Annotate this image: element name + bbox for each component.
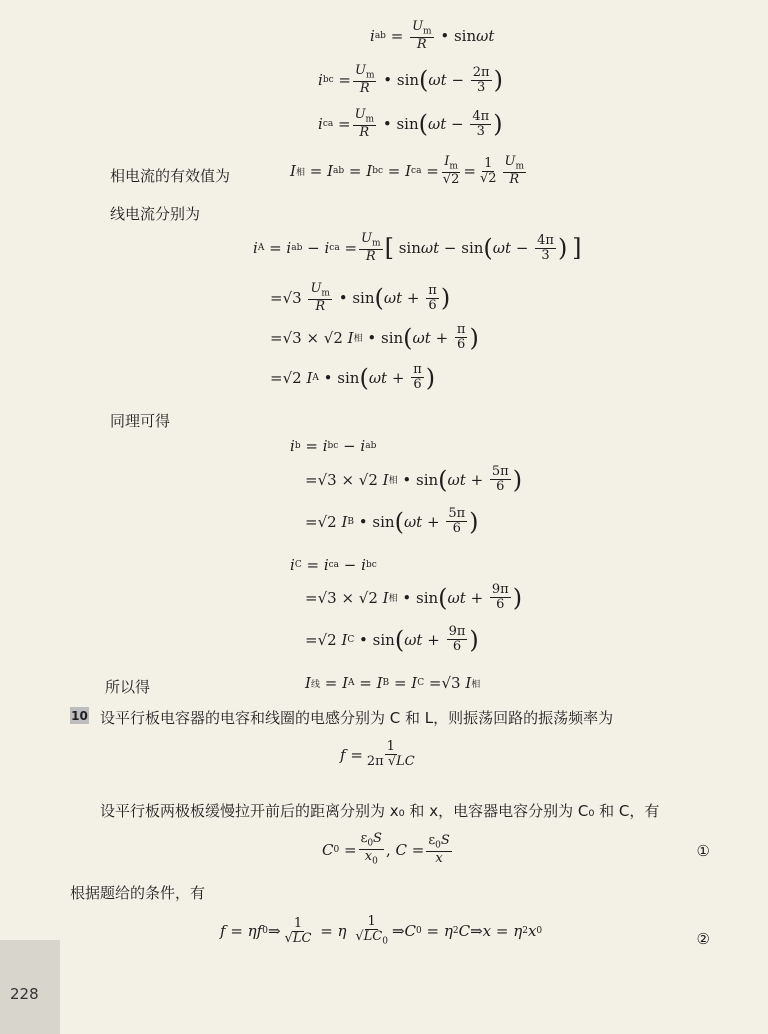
problem-10-distance: 设平行板两极板缓慢拉开前后的距离分别为 x₀ 和 x，电容器电容分别为 C₀ 和 C，有: [100, 802, 660, 820]
label-similarly: 同理可得: [110, 412, 171, 430]
eq-iB-3: =√2 I B • sin ( ωt + $\frac{5\pi}{6}$ ): [305, 506, 479, 537]
label-therefore: 所以得: [105, 678, 151, 696]
eq-iC-3: =√2 I C • sin ( ωt + $\frac{9\pi}{6}$ ): [305, 624, 479, 655]
label-phase-rms: 相电流的有效值为: [110, 167, 231, 185]
eq-condition: f = ηf 0 ⇒ $\frac{1}{√LC}$ = η $\frac{1}{√LC_0}$ ⇒ C 0 = η 2 C ⇒ x = η 2 x 0: [220, 914, 543, 947]
eq-iB-1: i b = i bc − i ab: [290, 437, 377, 455]
problem-10-condition: 根据题给的条件，有: [70, 884, 206, 902]
eq-iA-2: =√3 $\frac{U_m}{R}$ • sin ( ωt + $\frac{\pi}{6}$ ): [270, 281, 451, 315]
eq-frequency: f = $\frac{1}{2\pi √LC}$: [340, 739, 415, 770]
eq-capacitance: C 0 = $\frac{\varepsilon_0S}{x_0}$ , C = $\frac{\varepsilon_0S}{x}$: [322, 831, 450, 868]
problem-10-intro: 设平行板电容器的电容和线圈的电感分别为 C 和 L，则振荡回路的振荡频率为: [100, 709, 614, 727]
eq-iA-4: =√2 I A • sin ( ωt + $\frac{\pi}{6}$ ): [270, 362, 436, 393]
eq-iC-1: i C = i ca − i bc: [290, 556, 377, 574]
eq-ica: i ca = $\frac{U_m}{R}$ • sin ( ωt − $\frac{4\pi}{3}$ ): [318, 107, 503, 141]
eq-phase-rms: I 相 = I ab = I bc = I ca = $\frac{I_m}{√2}$ = $\frac{1}{√2}$ $\frac{U_m}{R}$: [290, 154, 525, 188]
eq-iA-3: =√3 × √2 I 相 • sin ( ωt + $\frac{\pi}{6}$ ): [270, 322, 479, 353]
label-line-current: 线电流分别为: [110, 205, 201, 223]
equation-marker-2: ②: [696, 930, 710, 948]
page-number: 228: [10, 985, 39, 1003]
eq-iA-1: i A = i ab − i ca = $\frac{U_m}{R}$ [ sin ωt − sin ( ωt − $\frac{4\pi}{3}$ ) ]: [253, 231, 582, 265]
equation-marker-1: ①: [696, 842, 710, 860]
eq-iab: i ab = $\frac{U_m}{R}$ • sin ωt: [370, 19, 495, 53]
eq-ibc: i bc = $\frac{U_m}{R}$ • sin ( ωt − $\frac{2\pi}{3}$ ): [318, 63, 503, 97]
eq-line-equals: I 线 = I A = I B = I C =√3 I 相: [305, 674, 481, 692]
problem-number-badge: 10: [71, 708, 88, 723]
eq-iB-2: =√3 × √2 I 相 • sin ( ωt + $\frac{5\pi}{6}$ ): [305, 464, 523, 495]
eq-iC-2: =√3 × √2 I 相 • sin ( ωt + $\frac{9\pi}{6}$ ): [305, 582, 523, 613]
